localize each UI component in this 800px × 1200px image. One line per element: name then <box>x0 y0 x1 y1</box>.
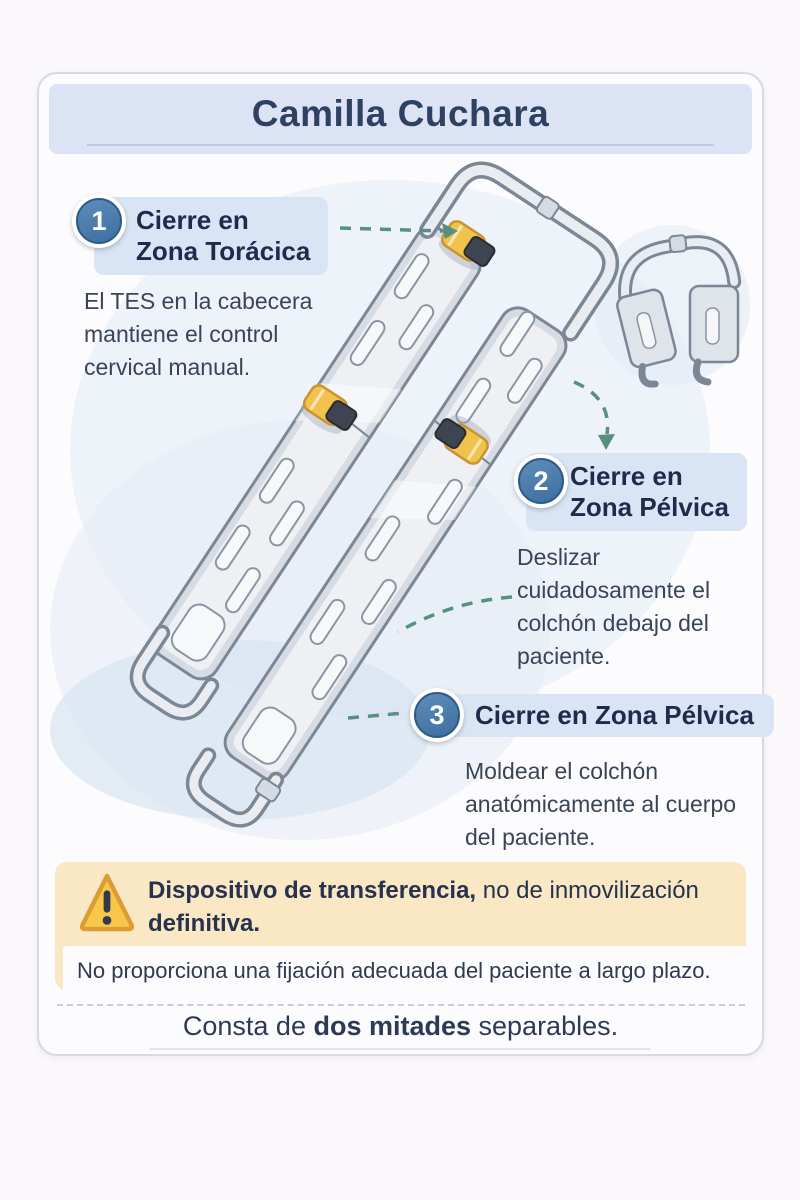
warning-note-text: No proporciona una fijación adecuada del paciente a largo plazo. <box>77 958 711 983</box>
step-1-badge <box>72 194 126 248</box>
step-3-number: 3 <box>414 692 460 738</box>
step-3-label-line-1: Cierre en Zona Pélvica <box>475 700 754 730</box>
dashed-divider <box>57 1004 745 1006</box>
footer-prefix: Consta de <box>182 1011 314 1041</box>
step-3-label <box>417 694 774 737</box>
step-2-description: Deslizar cuidadosamente el colchón debajo del paciente. <box>517 544 711 669</box>
warning-triangle-icon <box>78 870 136 934</box>
footer-text <box>37 1011 764 1042</box>
page-title: Camilla Cuchara <box>251 93 550 134</box>
footer-underline <box>150 1048 650 1050</box>
step-2-badge <box>514 454 568 508</box>
warning-heading <box>148 874 748 940</box>
warning-heading-bold-1: Dispositivo de transferencia, <box>148 877 477 904</box>
step-2-label-line-1: Cierre en <box>570 461 683 491</box>
step-1-number: 1 <box>76 198 122 244</box>
step-1-label-line-2: Zona Torácica <box>136 236 311 266</box>
warning-heading-regular: no de inmovilización <box>476 877 699 904</box>
step-2-number: 2 <box>518 458 564 504</box>
warning-note <box>63 946 747 996</box>
step-3-badge <box>410 688 464 742</box>
step-3-description: Moldear el colchón anatómicamente al cuerpo del paciente. <box>465 758 737 850</box>
step-1-description: El TES en la cabecera mantiene el control cervical manual. <box>84 288 313 380</box>
header-underline <box>87 144 714 146</box>
step-1-label-line-1: Cierre en <box>136 205 249 235</box>
header-band <box>49 84 752 154</box>
warning-heading-bold-2: definitiva. <box>148 910 261 937</box>
footer-suffix: separables. <box>471 1011 619 1041</box>
step-2-label-line-2: Zona Pélvica <box>570 492 729 522</box>
step-1-label <box>94 197 328 275</box>
footer-bold: dos mitades <box>313 1011 472 1041</box>
